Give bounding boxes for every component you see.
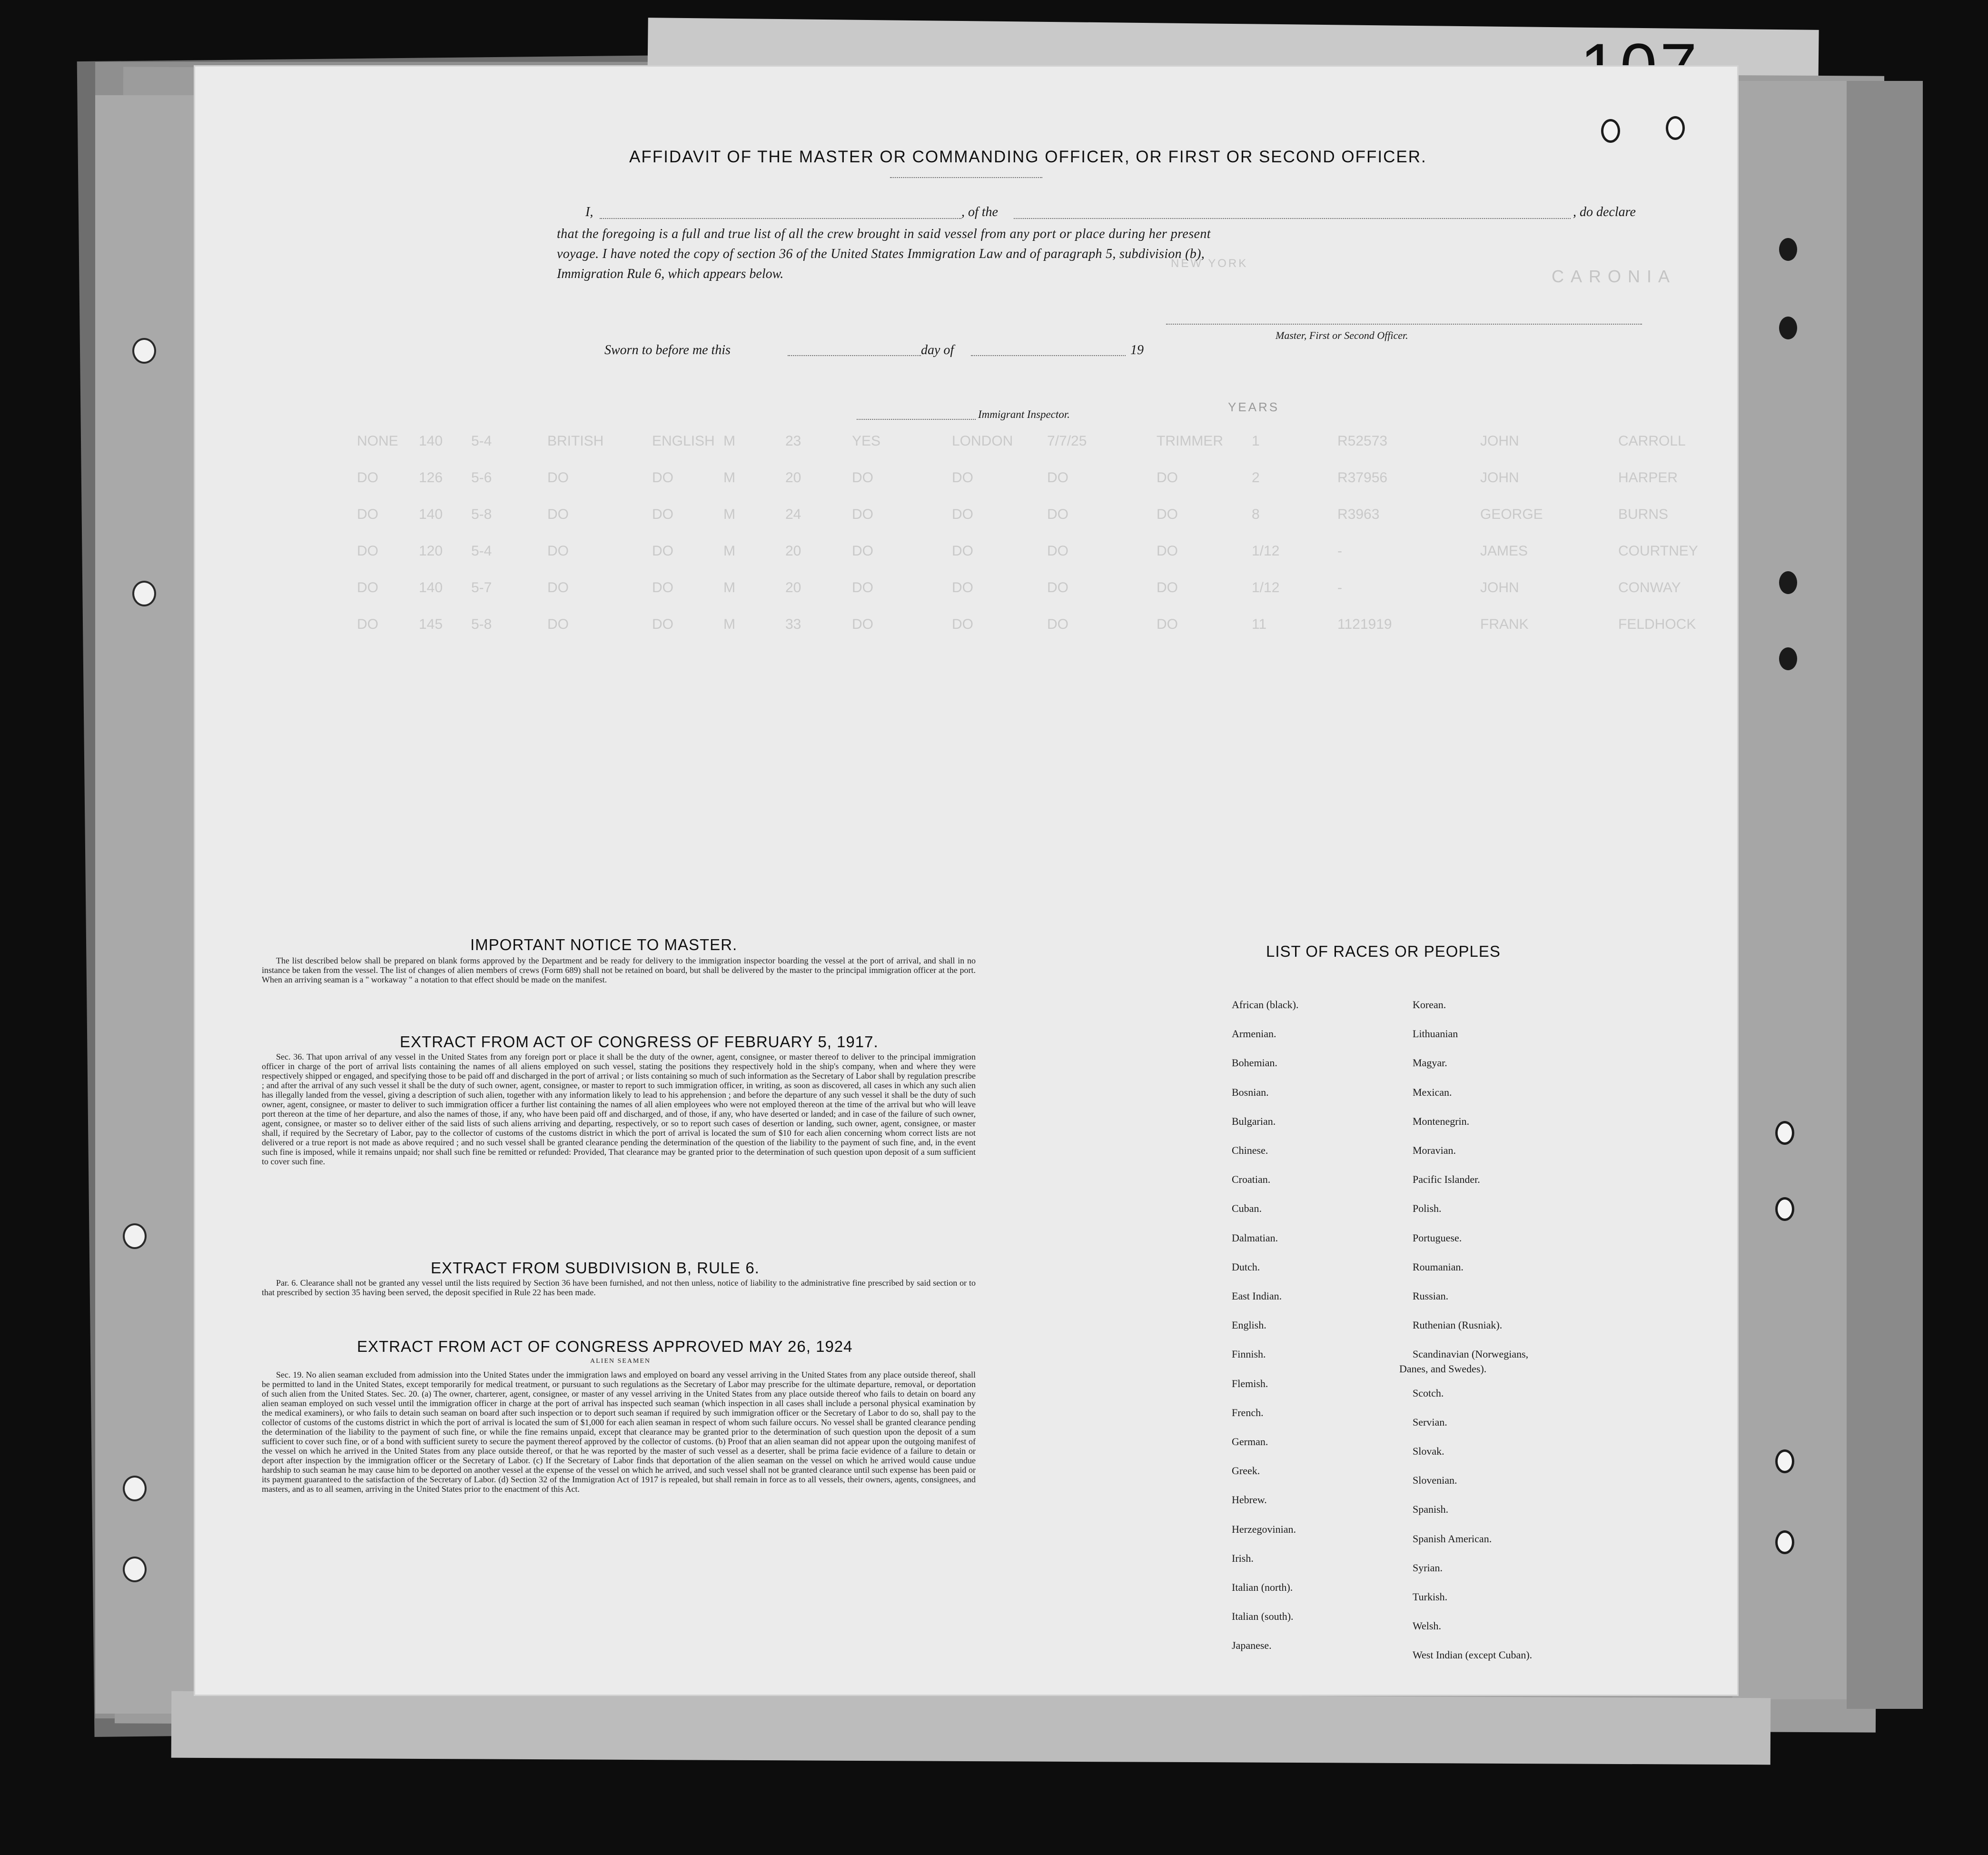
extract-1924-subtitle: ALIEN SEAMEN [590, 1358, 651, 1365]
ghost-cell: 140 [419, 580, 443, 595]
sworn-month-blank[interactable] [971, 355, 1126, 356]
race-item: Chinese. [1232, 1144, 1268, 1156]
right-sheet-edge [1847, 81, 1923, 1709]
punch-hole [1775, 1197, 1794, 1221]
ghost-cell: DO [547, 616, 569, 632]
race-item: West Indian (except Cuban). [1413, 1649, 1533, 1661]
race-item: Flemish. [1232, 1378, 1268, 1389]
ghost-cell: M [723, 616, 735, 632]
ghost-cell: LONDON [952, 433, 1013, 449]
ghost-cell: DO [357, 543, 378, 559]
ghost-cell: DO [652, 616, 673, 632]
race-item: Scandinavian (Norwegians, [1413, 1348, 1529, 1360]
ghost-cell: M [723, 580, 735, 595]
ghost-cell: DO [1157, 470, 1178, 486]
affidavit-title: AFFIDAVIT OF THE MASTER OR COMMANDING OFFICER, OR FIRST OR SECOND OFFICER. [629, 148, 1427, 166]
race-item: Mexican. [1413, 1086, 1452, 1098]
ghost-cell: DO [652, 506, 673, 522]
ghost-cell: DO [652, 470, 673, 486]
ghost-cell: DO [1047, 616, 1068, 632]
ghost-cell: 1/12 [1252, 543, 1280, 559]
binding-hole [123, 1557, 147, 1582]
ghost-cell: 140 [419, 433, 443, 449]
race-item: Hebrew. [1232, 1494, 1267, 1506]
ghost-cell: DO [547, 580, 569, 595]
ghost-cell: TRIMMER [1157, 433, 1223, 449]
ghost-cell: 11 [1252, 616, 1267, 632]
ghost-port-name: NEW YORK [1171, 257, 1248, 270]
ghost-cell: DO [852, 616, 873, 632]
punch-hole [1775, 1121, 1794, 1145]
ghost-cell: 5-8 [471, 616, 492, 632]
ghost-cell: 7/7/25 [1047, 433, 1087, 449]
ghost-cell: 33 [785, 616, 801, 632]
race-item: Danes, and Swedes). [1399, 1363, 1487, 1375]
punch-hole [1775, 1449, 1794, 1473]
race-item: East Indian. [1232, 1290, 1282, 1302]
extract-1917-title: EXTRACT FROM ACT OF CONGRESS OF FEBRUARY 5, 1917. [400, 1033, 879, 1051]
race-item: Irish. [1232, 1552, 1254, 1564]
binding-hole [123, 1476, 147, 1501]
race-item: Russian. [1413, 1290, 1449, 1302]
ghost-cell: DO [357, 580, 378, 595]
signature-blank[interactable] [1166, 324, 1642, 325]
binding-hole [132, 338, 156, 364]
sworn-middle: day of [921, 343, 954, 357]
binding-hole [123, 1223, 147, 1249]
ghost-cell: DO [952, 470, 973, 486]
race-item: Montenegrin. [1413, 1115, 1470, 1127]
sworn-year: 19 [1130, 343, 1144, 357]
ghost-cell: DO [1157, 506, 1178, 522]
ghost-cell: 145 [419, 616, 443, 632]
ghost-cell: 5-6 [471, 470, 492, 486]
punch-hole [1779, 647, 1797, 670]
ghost-cell: CONWAY [1618, 580, 1681, 595]
ghost-cell: DO [952, 543, 973, 559]
ghost-cell: 20 [785, 543, 801, 559]
declare-line-prefix: I, [585, 205, 593, 219]
ghost-cell: DO [547, 543, 569, 559]
race-item: Slovak. [1413, 1445, 1444, 1457]
ghost-cell: NONE [357, 433, 398, 449]
ghost-cell: JOHN [1480, 433, 1519, 449]
punch-hole [1779, 238, 1797, 261]
ghost-cell: 1 [1252, 433, 1260, 449]
race-item: Scotch. [1413, 1387, 1444, 1399]
ghost-vessel-name: CARONIA [1552, 267, 1677, 286]
ghost-cell: FELDHOCK [1618, 616, 1696, 632]
declaration-line-4: Immigration Rule 6, which appears below. [557, 267, 784, 281]
race-item: Herzegovinian. [1232, 1523, 1296, 1535]
race-item: Roumanian. [1413, 1261, 1464, 1273]
ghost-cell: YES [852, 433, 881, 449]
race-item: Ruthenian (Rusniak). [1413, 1319, 1503, 1331]
race-item: Bosnian. [1232, 1086, 1269, 1098]
ghost-years-label: YEARS [1228, 400, 1280, 414]
ghost-cell: DO [1047, 506, 1068, 522]
race-item: Slovenian. [1413, 1474, 1457, 1486]
declare-line-middle: , of the [961, 205, 998, 219]
race-item: Croatian. [1232, 1173, 1271, 1185]
ghost-cell: 1/12 [1252, 580, 1280, 595]
ghost-cell: DO [1047, 543, 1068, 559]
extract-1924-text: Sec. 19. No alien seaman excluded from admission into the United States under the immigration laws and employed on board any vessel arriving in the United States from any place outside thereof, shall be permitted to land in the United States, except temporarily for medical treatment, or pursuant to such regulations as the Secretary of Labor may prescribe for the ultimate departure, removal, or deportation of such alien from the United States. Sec. 20. (a) The owner, charterer, agent, consignee, or master of any vessel arriving in the United States from any place outside thereof who fails to detain on board any alien seaman employed on such vessel until the immigration officer in charge at the port of arrival has inspected such seaman (which inspection in all cases shall include a personal physical examination by the medical examiners), or who fails to detain such seaman on board after such inspection or to deport such seaman if required by such immigration officer or the Secretary of Labor to do so, shall pay to the collector of customs of the customs district in which the port of arrival is located the sum of $1,000 for each alien seaman in respect of whom such failure occurs. No vessel shall be granted clearance pending the determination of the liability to the payment of such fine, or while the fine remains unpaid, except that clearance may be granted prior to the determination of such question upon the deposit of a sum sufficient to cover such fine, or of a bond with sufficient surety to secure the payment thereof approved by the collector of customs. (b) Proof that an alien seaman did not appear upon the outgoing manifest of the vessel on which he arrived in the United States from any place outside thereof, or that he was reported by the master of such vessel as a deserter, shall be prima facie evidence of a failure to detain or deport after inspection by the immigration officer or the Secretary of Labor. (c) If the Secretary of Labor finds that deportation of the alien seaman on the vessel on which he arrived would cause undue hardship to such seaman he may cause him to be deported on another vessel at the expense of the vessel on which he arrived, and such vessel shall not be granted clearance until such expense has been paid or its payment guaranteed to the satisfaction of the Secretary of Labor. (d) Section 32 of the Immigration Act of 1917 is repealed, but shall remain in force as to all vessels, their owners, agents, consignees, and masters, and as to all seamen, arriving in the United States prior to the enactment of this Act. [262, 1370, 976, 1494]
race-item: Servian. [1413, 1416, 1447, 1428]
ghost-cell: DO [952, 616, 973, 632]
ghost-cell: DO [1157, 543, 1178, 559]
ghost-cell: 5-4 [471, 543, 492, 559]
race-item: Italian (north). [1232, 1581, 1293, 1593]
race-item: English. [1232, 1319, 1266, 1331]
ghost-cell: COURTNEY [1618, 543, 1698, 559]
ghost-cell: DO [357, 616, 378, 632]
ghost-cell: 1121919 [1337, 616, 1392, 632]
sworn-prefix: Sworn to before me this [604, 343, 731, 357]
ghost-cell: M [723, 470, 735, 486]
signature-label: Master, First or Second Officer. [1276, 329, 1408, 341]
race-item: Korean. [1413, 999, 1446, 1011]
ghost-cell: JOHN [1480, 470, 1519, 486]
ghost-cell: - [1337, 543, 1342, 559]
race-item: Japanese. [1232, 1639, 1272, 1651]
ghost-cell: M [723, 543, 735, 559]
race-item: Dutch. [1232, 1261, 1260, 1273]
race-item: African (black). [1232, 999, 1299, 1011]
ghost-cell: M [723, 506, 735, 522]
race-item: Portuguese. [1413, 1232, 1462, 1244]
extract-rule6-title: EXTRACT FROM SUBDIVISION B, RULE 6. [431, 1259, 760, 1277]
ghost-cell: DO [652, 543, 673, 559]
race-item: Lithuanian [1413, 1028, 1458, 1040]
ghost-cell: - [1337, 580, 1342, 595]
binding-hole [132, 581, 156, 606]
race-item: French. [1232, 1407, 1264, 1419]
race-item: Pacific Islander. [1413, 1173, 1480, 1185]
sworn-day-blank[interactable] [788, 355, 921, 356]
extract-1924-title: EXTRACT FROM ACT OF CONGRESS APPROVED MAY 26, 1924 [357, 1338, 853, 1355]
ghost-cell: 5-8 [471, 506, 492, 522]
notice-title: IMPORTANT NOTICE TO MASTER. [470, 936, 738, 953]
ghost-cell: 140 [419, 506, 443, 522]
declare-line-suffix: , do declare [1573, 205, 1636, 219]
ghost-cell: 20 [785, 580, 801, 595]
ghost-cell: 20 [785, 470, 801, 486]
ghost-cell: DO [1157, 580, 1178, 595]
ghost-cell: 120 [419, 543, 443, 559]
race-item: Syrian. [1413, 1562, 1443, 1574]
race-item: Cuban. [1232, 1202, 1262, 1214]
ghost-cell: DO [852, 543, 873, 559]
ghost-cell: 8 [1252, 506, 1260, 522]
ghost-cell: 2 [1252, 470, 1260, 486]
ghost-cell: JOHN [1480, 580, 1519, 595]
ghost-cell: R37956 [1337, 470, 1388, 486]
ghost-cell: 23 [785, 433, 801, 449]
officer-name-blank[interactable] [600, 218, 961, 219]
declaration-line-3: voyage. I have noted the copy of section 36 of the United States Immigration Law and of paragraph 5, subdivision (b), [557, 247, 1205, 261]
race-item: Bohemian. [1232, 1057, 1277, 1069]
race-item: Italian (south). [1232, 1610, 1294, 1622]
extract-1917-text: Sec. 36. That upon arrival of any vessel in the United States from any foreign port or place it shall be the duty of the owner, agent, consignee, or master thereof to deliver to the principal immigration officer in charge of the port of arrival lists containing the names of all aliens employed on such vessel, stating the positions they respectively hold in the ship's company, when and where they were respectively shipped or engaged, and specifying those to be paid off and discharged in the port of arrival ; or lists containing so much of such information as the Secretary of Labor shall by regulation prescribe ; and after the arrival of any such vessel it shall be the duty of such owner, agent, consignee, or master to report to such immigration officer, in writing, as soon as discovered, all cases in which any such alien has illegally landed from the vessel, giving a description of such alien, together with any information likely to lead to his apprehension ; and before the departure of any such vessel it shall be the duty of such owner, agent, consignee, or master to deliver to such immigration officer a further list containing the names of all alien employees who were not employed thereon at the time of the arrival but who will leave port thereon at the time of her departure, and also the names of those, if any, who have been paid off and discharged, and of those, if any, who have deserted or landed; and in case of the failure of such owner, agent, consignee, or master so to deliver either of the said lists of such aliens arriving and departing, respectively, or so to report such cases of desertion or landing, such owner, agent, consignee, or master shall, if required by the Secretary of Labor, pay to the collector of customs of the customs district in which the port of arrival is located the sum of $10 for each alien concerning whom correct lists are not delivered or a true report is not made as above required ; and no such vessel shall be granted clearance pending the determination of the question of the liability to the payment of such fine, and, in the event such fine is imposed, while it remains unpaid; nor shall such fine be remitted or refunded: Provided, That clearance may be granted prior to the determination of such question upon deposit of a sum sufficient to cover such fine. [262, 1052, 976, 1166]
punch-hole [1775, 1530, 1794, 1554]
ghost-cell: DO [357, 506, 378, 522]
race-item: Turkish. [1413, 1591, 1448, 1603]
race-item: Polish. [1413, 1202, 1442, 1214]
race-item: Spanish American. [1413, 1533, 1492, 1545]
ghost-cell: DO [547, 506, 569, 522]
title-rule [890, 177, 1042, 178]
race-item: Moravian. [1413, 1144, 1456, 1156]
punch-hole [1666, 116, 1685, 140]
race-item: Spanish. [1413, 1503, 1449, 1515]
ghost-cell: HARPER [1618, 470, 1678, 486]
ghost-cell: DO [652, 580, 673, 595]
punch-hole [1779, 317, 1797, 339]
affidavit-page [195, 67, 1737, 1695]
ghost-cell: R52573 [1337, 433, 1388, 449]
race-item: Bulgarian. [1232, 1115, 1276, 1127]
ghost-cell: JAMES [1480, 543, 1528, 559]
ghost-cell: DO [852, 470, 873, 486]
race-item: German. [1232, 1436, 1268, 1448]
notice-text: The list described below shall be prepared on blank forms approved by the Department and be ready for delivery to the immigration inspector boarding the vessel at the port of arrival, and shall in no instance be taken from the vessel. The list of changes of alien members of crews (Form 689) shall not be retained on board, but shall be delivered by the master to the principal immigration officer at the port. When an arriving seaman is a " workaway " a notation to that effect should be made on the manifest. [262, 956, 976, 984]
ghost-cell: 126 [419, 470, 443, 486]
vessel-name-blank[interactable] [1014, 218, 1571, 219]
races-title: LIST OF RACES OR PEOPLES [1266, 942, 1501, 960]
race-item: Magyar. [1413, 1057, 1447, 1069]
ghost-cell: M [723, 433, 735, 449]
ghost-cell: DO [1047, 470, 1068, 486]
punch-hole [1601, 119, 1620, 143]
declaration-line-2: that the foregoing is a full and true list of all the crew brought in said vessel from any port or place during her present [557, 227, 1211, 241]
ghost-cell: DO [952, 506, 973, 522]
race-item: Welsh. [1413, 1620, 1441, 1632]
ghost-cell: DO [547, 470, 569, 486]
race-item: Armenian. [1232, 1028, 1276, 1040]
ghost-cell: DO [952, 580, 973, 595]
ghost-cell: BURNS [1618, 506, 1669, 522]
ghost-cell: DO [1157, 616, 1178, 632]
extract-rule6-text: Par. 6. Clearance shall not be granted any vessel until the lists required by Section 36 have been furnished, and not then unless, notice of liability to the administrative fine prescribed by said section or to that prescribed by section 35 having been served, the deposit specified in Rule 22 has been made. [262, 1278, 976, 1297]
ghost-cell: BRITISH [547, 433, 604, 449]
race-item: Finnish. [1232, 1348, 1266, 1360]
race-item: Dalmatian. [1232, 1232, 1278, 1244]
inspector-blank[interactable] [857, 419, 976, 420]
punch-hole [1779, 571, 1797, 594]
ghost-cell: CARROLL [1618, 433, 1686, 449]
ghost-cell: GEORGE [1480, 506, 1543, 522]
ghost-cell: DO [1047, 580, 1068, 595]
bottom-sheet-edge [171, 1691, 1771, 1765]
ghost-cell: FRANK [1480, 616, 1529, 632]
ghost-cell: DO [357, 470, 378, 486]
ghost-cell: 5-7 [471, 580, 492, 595]
ghost-cell: DO [852, 580, 873, 595]
race-item: Greek. [1232, 1465, 1260, 1477]
ghost-cell: R3963 [1337, 506, 1380, 522]
ghost-cell: 5-4 [471, 433, 492, 449]
inspector-label: Immigrant Inspector. [978, 408, 1070, 420]
ghost-cell: ENGLISH [652, 433, 715, 449]
ghost-cell: 24 [785, 506, 801, 522]
ghost-cell: DO [852, 506, 873, 522]
